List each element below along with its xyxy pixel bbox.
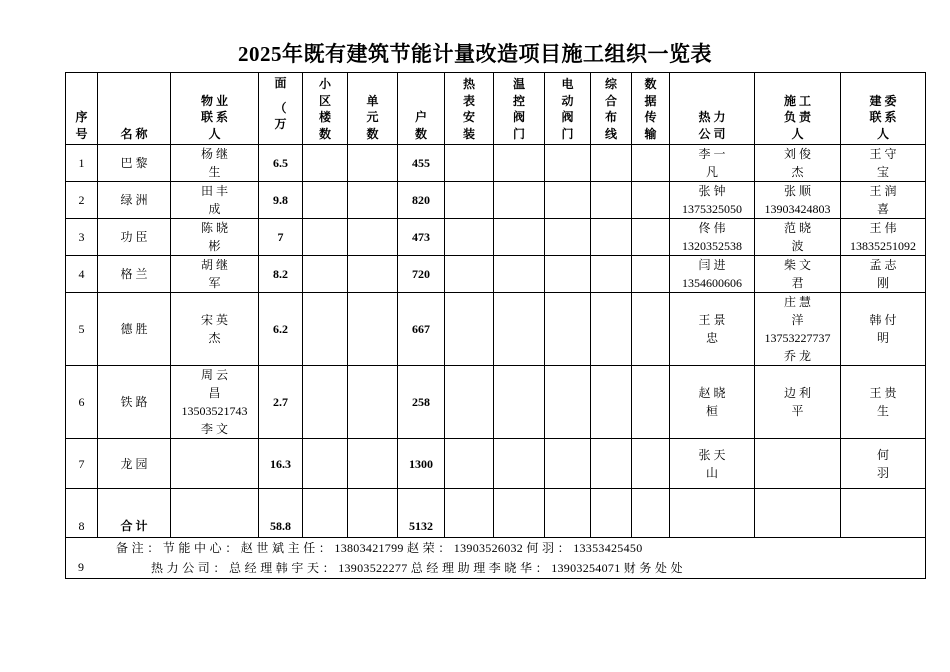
- cell-empty: [303, 256, 348, 293]
- cell-heat: 王 景 忠: [670, 293, 755, 366]
- cell-empty: [303, 366, 348, 439]
- cell-empty: [494, 489, 545, 538]
- header-elec-valve: 电 动 阀 门: [545, 73, 591, 145]
- cell-empty: [545, 219, 591, 256]
- cell-builder: 王 贵 生: [841, 366, 926, 439]
- cell-empty: [348, 366, 398, 439]
- header-units: 单 元 数: [348, 73, 398, 145]
- cell-households: 720: [398, 256, 445, 293]
- cell-empty: [348, 489, 398, 538]
- cell-empty: [545, 489, 591, 538]
- cell-empty: [632, 293, 670, 366]
- cell-name: 铁 路: [98, 366, 171, 439]
- cell-empty: [494, 219, 545, 256]
- header-property: 物 业 联 系 人: [171, 73, 259, 145]
- cell-construction: 范 晓 波: [755, 219, 841, 256]
- cell-empty: [545, 145, 591, 182]
- table-row: [66, 182, 926, 219]
- cell-seq: 4: [66, 256, 98, 293]
- header-buildings: 小 区 楼 数: [303, 73, 348, 145]
- cell-seq: 8: [66, 489, 98, 538]
- cell-seq: 3: [66, 219, 98, 256]
- cell-empty: [348, 256, 398, 293]
- cell-property: 陈 晓 彬: [171, 219, 259, 256]
- cell-heat: 闫 进 1354600606: [670, 256, 755, 293]
- cell-empty: [591, 489, 632, 538]
- note-line-1: 备 注 ： 节 能 中 心 ： 赵 世 斌 主 任 ： 13803421799 赵 荣 ： 13903526032 何 羽 ： 13353425450: [116, 541, 643, 555]
- cell-empty: [755, 489, 841, 538]
- cell-name: 合 计: [98, 489, 171, 538]
- cell-empty: [841, 489, 926, 538]
- table-row: [66, 219, 926, 256]
- header-temp-valve: 温 控 阀 门: [494, 73, 545, 145]
- cell-empty: [545, 293, 591, 366]
- cell-property: 田 丰 成: [171, 182, 259, 219]
- cell-empty: [303, 182, 348, 219]
- table-row: [66, 256, 926, 293]
- cell-empty: [632, 145, 670, 182]
- header-builder: 建 委 联 系 人: [841, 73, 926, 145]
- header-heat-company: 热 力 公 司: [670, 73, 755, 145]
- cell-seq: 7: [66, 439, 98, 489]
- cell-empty: [348, 293, 398, 366]
- cell-empty: [591, 366, 632, 439]
- table-row: [66, 145, 926, 182]
- cell-households: 473: [398, 219, 445, 256]
- cell-empty: [591, 182, 632, 219]
- cell-empty: [591, 145, 632, 182]
- cell-empty: [303, 489, 348, 538]
- cell-households: 455: [398, 145, 445, 182]
- cell-empty: [445, 256, 494, 293]
- cell-seq: 5: [66, 293, 98, 366]
- cell-empty: [348, 145, 398, 182]
- cell-area: 6.5: [259, 145, 303, 182]
- cell-builder: 孟 志 刚: [841, 256, 926, 293]
- cell-property: 杨 继 生: [171, 145, 259, 182]
- cell-area: 7: [259, 219, 303, 256]
- header-construction: 施 工 负 责 人: [755, 73, 841, 145]
- table-row: [66, 366, 926, 439]
- cell-empty: [494, 182, 545, 219]
- total-row: [66, 489, 926, 538]
- cell-empty: [445, 182, 494, 219]
- cell-seq: 1: [66, 145, 98, 182]
- cell-property: 宋 英 杰: [171, 293, 259, 366]
- cell-empty: [632, 439, 670, 489]
- header-data-trans: 数 据 传 输: [632, 73, 670, 145]
- cell-households: 667: [398, 293, 445, 366]
- cell-empty: [591, 219, 632, 256]
- cell-name: 龙 园: [98, 439, 171, 489]
- cell-empty: [445, 439, 494, 489]
- header-area: 面 （ 万: [259, 73, 303, 145]
- cell-name: 绿 洲: [98, 182, 171, 219]
- cell-name: 巴 黎: [98, 145, 171, 182]
- cell-empty: [632, 489, 670, 538]
- cell-builder: 王 润 喜: [841, 182, 926, 219]
- header-name: 名 称: [98, 73, 171, 145]
- cell-empty: [445, 366, 494, 439]
- cell-heat: 佟 伟 1320352538: [670, 219, 755, 256]
- cell-heat: 赵 晓 桓: [670, 366, 755, 439]
- cell-empty: [545, 256, 591, 293]
- cell-construction: [755, 439, 841, 489]
- cell-empty: [494, 145, 545, 182]
- cell-area-total: 58.8: [259, 489, 303, 538]
- cell-empty: [303, 219, 348, 256]
- cell-empty: [303, 293, 348, 366]
- header-seq: 序 号: [66, 73, 98, 145]
- cell-empty: [348, 219, 398, 256]
- table-row: [66, 293, 926, 366]
- cell-empty: [445, 293, 494, 366]
- cell-name: 功 臣: [98, 219, 171, 256]
- project-table: [65, 72, 926, 579]
- cell-empty: [545, 439, 591, 489]
- cell-households: 258: [398, 366, 445, 439]
- note-cell: [66, 538, 926, 579]
- cell-empty: [494, 256, 545, 293]
- cell-empty: [632, 256, 670, 293]
- cell-empty: [494, 366, 545, 439]
- cell-households: 1300: [398, 439, 445, 489]
- header-row: [66, 73, 926, 145]
- note-row: [66, 538, 926, 579]
- cell-empty: [494, 293, 545, 366]
- cell-households: 820: [398, 182, 445, 219]
- cell-empty: [632, 182, 670, 219]
- cell-construction: 刘 俊 杰: [755, 145, 841, 182]
- note-seq: 9: [78, 560, 84, 574]
- cell-heat: 李 一 凡: [670, 145, 755, 182]
- page-title: 2025年既有建筑节能计量改造项目施工组织一览表: [238, 42, 712, 66]
- cell-heat: 张 天 山: [670, 439, 755, 489]
- cell-builder: 王 伟 13835251092: [841, 219, 926, 256]
- cell-construction: 边 利 平: [755, 366, 841, 439]
- cell-empty: [445, 145, 494, 182]
- cell-area: 16.3: [259, 439, 303, 489]
- cell-heat: 张 钟 1375325050: [670, 182, 755, 219]
- cell-households-total: 5132: [398, 489, 445, 538]
- cell-empty: [545, 182, 591, 219]
- note-line-2: 热 力 公 司 ： 总 经 理 韩 宇 天 ： 13903522277 总 经 理 助 理 李 晓 华 ： 13903254071 财 务 处 处: [151, 561, 683, 575]
- cell-empty: [348, 439, 398, 489]
- cell-empty: [348, 182, 398, 219]
- cell-construction: 张 顺 13903424803: [755, 182, 841, 219]
- cell-empty: [445, 219, 494, 256]
- cell-area: 6.2: [259, 293, 303, 366]
- cell-property: 胡 继 军: [171, 256, 259, 293]
- cell-empty: [632, 366, 670, 439]
- cell-seq: 2: [66, 182, 98, 219]
- cell-area: 8.2: [259, 256, 303, 293]
- cell-empty: [494, 439, 545, 489]
- table-row: [66, 439, 926, 489]
- cell-builder: 何 羽: [841, 439, 926, 489]
- cell-property: [171, 439, 259, 489]
- cell-property: 周 云 昌 13503521743 李 文: [171, 366, 259, 439]
- cell-empty: [591, 439, 632, 489]
- header-households: 户 数: [398, 73, 445, 145]
- cell-empty: [445, 489, 494, 538]
- cell-empty: [303, 439, 348, 489]
- cell-seq: 6: [66, 366, 98, 439]
- cell-empty: [591, 293, 632, 366]
- cell-area: 2.7: [259, 366, 303, 439]
- cell-builder: 韩 付 明: [841, 293, 926, 366]
- cell-name: 格 兰: [98, 256, 171, 293]
- cell-area: 9.8: [259, 182, 303, 219]
- cell-empty: [591, 256, 632, 293]
- cell-property: [171, 489, 259, 538]
- header-heat-install: 热 表 安 装: [445, 73, 494, 145]
- cell-construction: 柴 文 君: [755, 256, 841, 293]
- cell-builder: 王 守 宝: [841, 145, 926, 182]
- cell-empty: [670, 489, 755, 538]
- cell-empty: [632, 219, 670, 256]
- cell-name: 德 胜: [98, 293, 171, 366]
- header-wiring: 综 合 布 线: [591, 73, 632, 145]
- cell-empty: [545, 366, 591, 439]
- cell-empty: [303, 145, 348, 182]
- cell-construction: 庄 慧 洋 13753227737 乔 龙: [755, 293, 841, 366]
